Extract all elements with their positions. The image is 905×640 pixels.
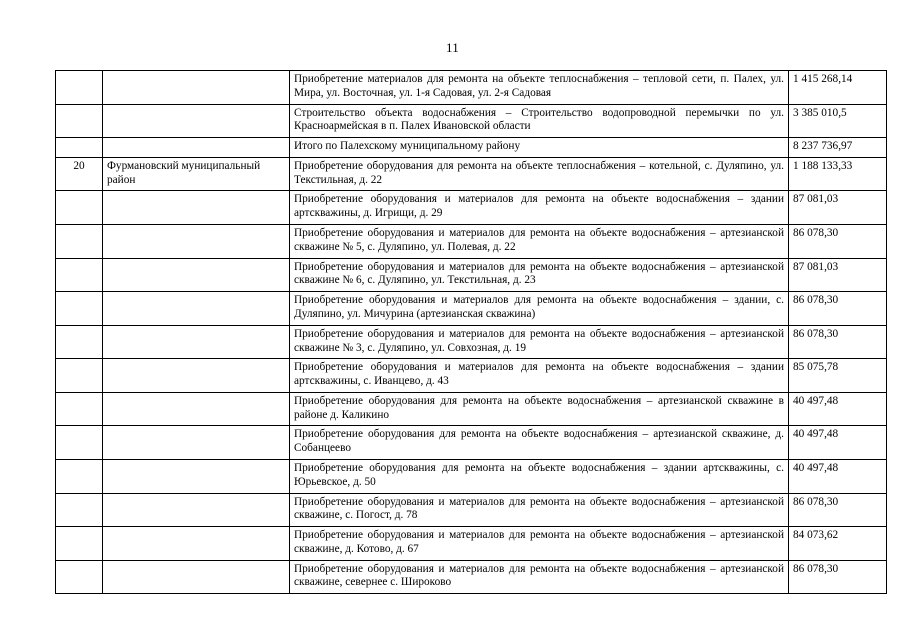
table-row: [56, 325, 887, 359]
amount-cell: 8 237 736,97: [789, 138, 887, 158]
amount-cell: 3 385 010,5: [789, 104, 887, 138]
table-row: [56, 426, 887, 460]
row-number-cell: [56, 325, 103, 359]
row-number-cell: [56, 258, 103, 292]
row-number-cell: [56, 191, 103, 225]
object-description-cell: Приобретение оборудования для ремонта на объекте водоснабжения – артезианской скважине в районе д. Каликино: [290, 392, 789, 426]
object-description-cell: Итого по Палехскому муниципальному району: [290, 138, 789, 158]
amount-cell: 40 497,48: [789, 426, 887, 460]
amount-cell: 85 075,78: [789, 359, 887, 393]
table-row: [56, 292, 887, 326]
row-number-cell: [56, 359, 103, 393]
row-number-cell: [56, 459, 103, 493]
page-number: 11: [446, 40, 459, 55]
municipality-name-cell: [103, 527, 290, 561]
municipality-name-cell: [103, 493, 290, 527]
row-number-cell: [56, 426, 103, 460]
amount-cell: 1 188 133,33: [789, 157, 887, 191]
amount-cell: 40 497,48: [789, 392, 887, 426]
row-number-cell: [56, 527, 103, 561]
row-number-cell: 20: [56, 157, 103, 191]
amount-cell: 87 081,03: [789, 258, 887, 292]
object-description-cell: Приобретение оборудования и материалов для ремонта на объекте водоснабжения – здании артскважины, с. Иванцево, д. 43: [290, 359, 789, 393]
municipality-name-cell: [103, 191, 290, 225]
municipality-name-cell: [103, 292, 290, 326]
municipality-name-cell: [103, 392, 290, 426]
object-description-cell: Приобретение оборудования для ремонта на объекте водоснабжения – здании артскважины, с. Юрьевское, д. 50: [290, 459, 789, 493]
object-description-cell: Приобретение оборудования и материалов для ремонта на объекте водоснабжения – здании артскважины, д. Игрищи, д. 29: [290, 191, 789, 225]
table-row: [56, 225, 887, 259]
object-description-cell: Приобретение оборудования для ремонта на объекте водоснабжения – артезианской скважине, д. Собанцеево: [290, 426, 789, 460]
budget-allocation-table: [55, 70, 887, 594]
row-number-cell: [56, 104, 103, 138]
object-description-cell: Приобретение оборудования и материалов для ремонта на объекте водоснабжения – здании, с. Дуляпино, ул. Мичурина (артезианская скважина): [290, 292, 789, 326]
table-row: [56, 392, 887, 426]
object-description-cell: Приобретение оборудования и материалов для ремонта на объекте водоснабжения – артезианской скважине № 6, с. Дуляпино, ул. Текстильная, д. 23: [290, 258, 789, 292]
row-number-cell: [56, 560, 103, 594]
municipality-name-cell: [103, 225, 290, 259]
table-row: [56, 560, 887, 594]
municipality-name-cell: [103, 459, 290, 493]
amount-cell: 86 078,30: [789, 560, 887, 594]
object-description-cell: Приобретение оборудования и материалов для ремонта на объекте водоснабжения – артезианской скважине, с. Погост, д. 78: [290, 493, 789, 527]
row-number-cell: [56, 392, 103, 426]
row-number-cell: [56, 292, 103, 326]
amount-cell: 40 497,48: [789, 459, 887, 493]
row-number-cell: [56, 225, 103, 259]
object-description-cell: Приобретение оборудования и материалов для ремонта на объекте водоснабжения – артезианской скважине № 5, с. Дуляпино, ул. Полевая, д. 22: [290, 225, 789, 259]
object-description-cell: Приобретение оборудования и материалов для ремонта на объекте водоснабжения – артезианской скважине, севернее с. Широково: [290, 560, 789, 594]
row-number-cell: [56, 493, 103, 527]
row-number-cell: [56, 138, 103, 158]
object-description-cell: Приобретение оборудования и материалов для ремонта на объекте водоснабжения – артезианской скважине № 3, с. Дуляпино, ул. Совхозная, д. 19: [290, 325, 789, 359]
amount-cell: 87 081,03: [789, 191, 887, 225]
table-body: [56, 71, 887, 594]
table-row: [56, 459, 887, 493]
municipality-name-cell: [103, 325, 290, 359]
municipality-name-cell: [103, 71, 290, 105]
amount-cell: 86 078,30: [789, 325, 887, 359]
table-row: [56, 191, 887, 225]
object-description-cell: Приобретение оборудования и материалов для ремонта на объекте водоснабжения – артезианской скважине, д. Котово, д. 67: [290, 527, 789, 561]
municipality-name-cell: Фурмановский муниципальный район: [103, 157, 290, 191]
municipality-name-cell: [103, 426, 290, 460]
amount-cell: 1 415 268,14: [789, 71, 887, 105]
row-number-cell: [56, 71, 103, 105]
table-row: [56, 493, 887, 527]
municipality-name-cell: [103, 258, 290, 292]
table-row: [56, 71, 887, 105]
object-description-cell: Приобретение оборудования для ремонта на объекте теплоснабжения – котельной, с. Дуляпино, ул. Текстильная, д. 22: [290, 157, 789, 191]
table-row: [56, 527, 887, 561]
object-description-cell: Приобретение материалов для ремонта на объекте теплоснабжения – тепловой сети, п. Палех, ул. Мира, ул. Восточная, ул. 1-я Садовая, ул. 2-я Садовая: [290, 71, 789, 105]
object-description-cell: Строительство объекта водоснабжения – Строительство водопроводной перемычки по ул. Красноармейская в п. Палех Ивановской области: [290, 104, 789, 138]
amount-cell: 86 078,30: [789, 493, 887, 527]
municipality-name-cell: [103, 138, 290, 158]
table-row: [56, 104, 887, 138]
municipality-name-cell: [103, 560, 290, 594]
municipality-name-cell: [103, 104, 290, 138]
table-row: [56, 359, 887, 393]
municipality-name-cell: [103, 359, 290, 393]
table-row: [56, 258, 887, 292]
table-row: [56, 157, 887, 191]
amount-cell: 86 078,30: [789, 292, 887, 326]
table-row: [56, 138, 887, 158]
amount-cell: 86 078,30: [789, 225, 887, 259]
amount-cell: 84 073,62: [789, 527, 887, 561]
